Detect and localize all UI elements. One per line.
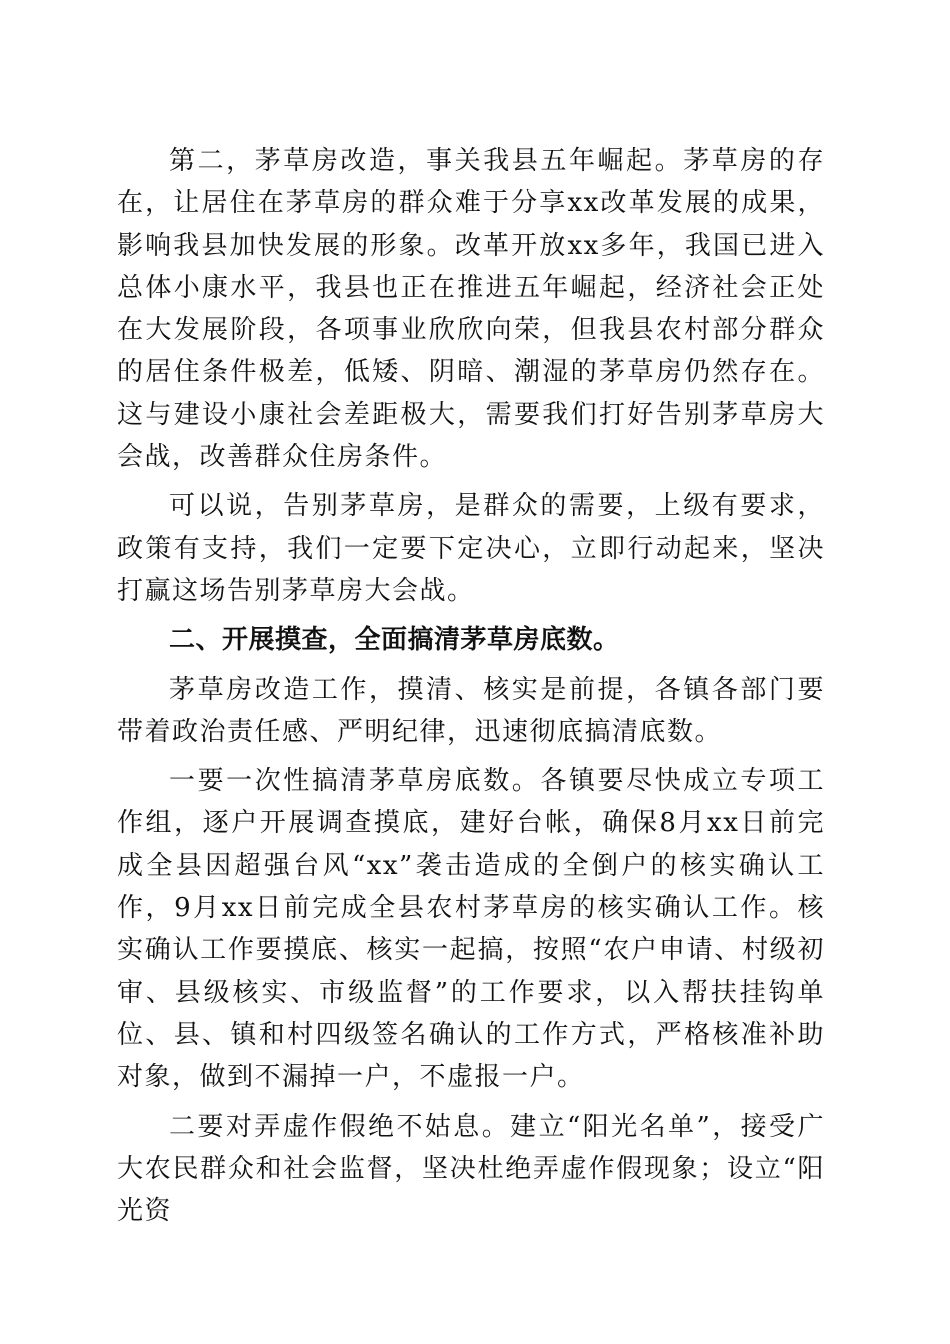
paragraph-point-two: 二要对弄虚作假绝不姑息。建立“阳光名单”，接受广大农民群众和社会监督，坚决杜绝弄虚作假现象；设立“阳光资 (117, 1111, 825, 1227)
paragraph-summary: 可以说，告别茅草房，是群众的需要，上级有要求，政策有支持，我们一定要下定决心，立即行动起来，坚决打赢这场告别茅草房大会战。 (117, 491, 825, 606)
paragraph-survey-intro: 茅草房改造工作，摸清、核实是前提，各镇各部门要带着政治责任感、严明纪律，迅速彻底搞清底数。 (117, 674, 825, 747)
document-body (117, 140, 825, 1239)
paragraph-point-one: 一要一次性搞清茅草房底数。各镇要尽快成立专项工作组，逐户开展调查摸底，建好台帐，确保8月xx日前完成全县因超强台风“xx”袭击造成的全倒户的核实确认工作，9月xx日前完成全县农村茅草房的核实确认工作。核实确认工作要摸底、核实一起搞，按照“农户申请、村级初审、县级核实、市级监督”的工作要求，以入帮扶挂钩单位、县、镇和村四级签名确认的工作方式，严格核准补助对象，做到不漏掉一户，不虚报一户。 (117, 766, 825, 1093)
section-heading-survey: 二、开展摸查，全面搞清茅草房底数。 (169, 625, 620, 656)
paragraph-importance-renovation: 第二，茅草房改造，事关我县五年崛起。茅草房的存在，让居住在茅草房的群众难于分享xx改革发展的成果，影响我县加快发展的形象。改革开放xx多年，我国已进入总体小康水平，我县也正在推进五年崛起，经济社会正处在大发展阶段，各项事业欣欣向荣，但我县农村部分群众的居住条件极差，低矮、阴暗、潮湿的茅草房仍然存在。这与建设小康社会差距极大，需要我们打好告别茅草房大会战，改善群众住房条件。 (117, 146, 825, 473)
